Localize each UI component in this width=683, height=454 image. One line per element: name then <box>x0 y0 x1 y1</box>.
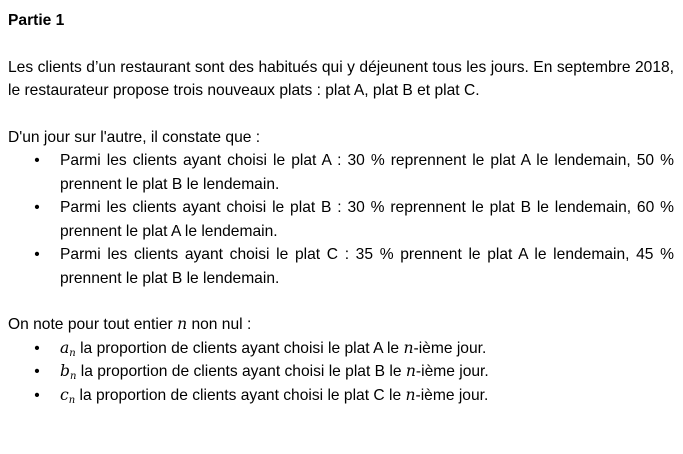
notation-list <box>8 337 674 408</box>
variable-n: n <box>405 362 416 380</box>
list-item-text: Parmi les clients ayant choisi le plat C : 35 % prennent le plat A le lendemain, 45 % prennent le plat B le lendemain. <box>60 246 674 287</box>
notation-lead-after: non nul : <box>191 316 252 333</box>
bullet-icon: • <box>34 386 40 404</box>
list-item <box>8 337 674 361</box>
bullet-icon: • <box>34 199 40 216</box>
notation-text: la proportion de clients ayant choisi le plat B le <box>80 363 402 380</box>
list-item <box>8 196 674 243</box>
variable-n: n <box>177 315 188 333</box>
intro-paragraph: Les clients d’un restaurant sont des habitués qui y déjeunent tous les jours. En septembre 2018, le restaurateur propose trois nouveaux plats : plat A, plat B et plat C. <box>8 58 674 99</box>
notation-suffix: -ième jour. <box>413 339 487 357</box>
symbol-c-n: $c_n$ <box>60 385 76 406</box>
variable-n: n <box>405 385 416 404</box>
notation-text: la proportion de clients ayant choisi le plat A le <box>80 339 400 357</box>
symbol-a-n: $a_n$ <box>60 338 76 359</box>
section-title: Partie 1 <box>8 12 65 29</box>
bullet-icon: • <box>34 152 40 169</box>
bullet-icon: • <box>34 339 40 357</box>
notation-text: la proportion de clients ayant choisi le plat C le <box>79 386 402 404</box>
list-item-text: Parmi les clients ayant choisi le plat B : 30 % reprennent le plat B le lendemain, 60 % prennent le plat A le lendemain. <box>60 199 674 240</box>
notation-suffix: -ième jour. <box>415 386 489 404</box>
notation-lead <box>8 313 674 337</box>
list-item <box>8 360 674 384</box>
notation-lead-before: On note pour tout entier <box>8 316 173 333</box>
symbol-b-n: $b_n$ <box>60 362 77 382</box>
notation-suffix: -ième jour. <box>415 363 489 380</box>
list-item <box>8 149 674 196</box>
variable-n: n <box>403 338 414 357</box>
list-item <box>8 243 674 290</box>
list-item-text: Parmi les clients ayant choisi le plat A : 30 % reprennent le plat A le lendemain, 50 % prennent le plat B le lendemain. <box>60 152 674 193</box>
list-item <box>8 384 674 408</box>
observation-list <box>8 149 674 290</box>
bullet-icon: • <box>34 246 40 263</box>
bullet-icon: • <box>34 363 40 380</box>
observation-lead: D'un jour sur l'autre, il constate que : <box>8 128 261 146</box>
